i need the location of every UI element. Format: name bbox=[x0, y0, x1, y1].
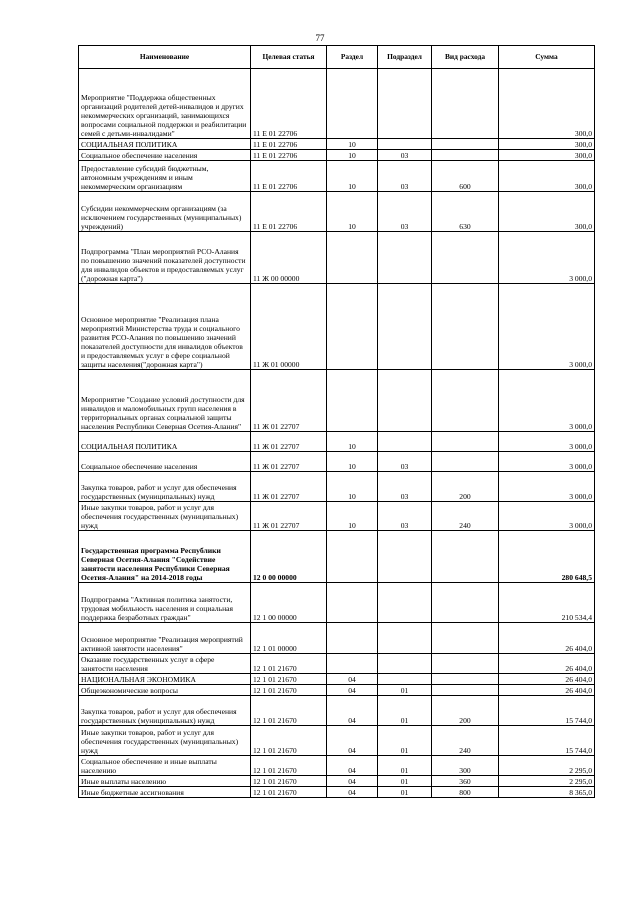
cell-target: 11 Ж 01 22707 bbox=[251, 432, 327, 452]
table-row bbox=[79, 452, 595, 472]
cell-subsection: 01 bbox=[378, 726, 432, 756]
cell-target: 11 Ж 01 22707 bbox=[251, 472, 327, 502]
table-row bbox=[79, 370, 595, 432]
cell-target: 11 Е 01 22706 bbox=[251, 161, 327, 192]
cell-sum: 8 365,0 bbox=[499, 787, 595, 798]
table-row bbox=[79, 787, 595, 798]
cell-expense-type bbox=[432, 150, 499, 161]
cell-name: Иные выплаты населению bbox=[79, 776, 251, 787]
cell-name: Закупка товаров, работ и услуг для обеспечения государственных (муниципальных) нужд bbox=[79, 472, 251, 502]
cell-expense-type: 630 bbox=[432, 192, 499, 232]
page-number: 77 bbox=[315, 33, 325, 43]
cell-subsection bbox=[378, 674, 432, 685]
cell-subsection: 01 bbox=[378, 787, 432, 798]
cell-subsection: 01 bbox=[378, 756, 432, 776]
cell-expense-type bbox=[432, 139, 499, 150]
table-row bbox=[79, 531, 595, 583]
table-row bbox=[79, 756, 595, 776]
cell-expense-type bbox=[432, 232, 499, 284]
cell-section: 04 bbox=[327, 685, 378, 696]
cell-section: 10 bbox=[327, 161, 378, 192]
cell-sum: 3 000,0 bbox=[499, 284, 595, 370]
cell-sum: 3 000,0 bbox=[499, 370, 595, 432]
cell-expense-type bbox=[432, 654, 499, 674]
cell-target: 12 1 01 21670 bbox=[251, 654, 327, 674]
cell-target: 12 1 01 21670 bbox=[251, 726, 327, 756]
cell-sum: 3 000,0 bbox=[499, 472, 595, 502]
cell-name: Мероприятие "Поддержка общественных организаций родителей детей-инвалидов и других некоммерческих организаций, занимающихся вопросами социальной поддержки и реабилитации семей с детьми-инвалидами" bbox=[79, 69, 251, 139]
cell-section: 04 bbox=[327, 674, 378, 685]
cell-section bbox=[327, 370, 378, 432]
cell-name: Основное мероприятие "Реализация плана мероприятий Министерства труда и социального развития РСО-Алания по повышению значений показателей доступности для инвалидов объектов и предоставляемых услуг в сфере социальной защиты населения("дорожная карта") bbox=[79, 284, 251, 370]
cell-subsection: 01 bbox=[378, 776, 432, 787]
cell-subsection bbox=[378, 69, 432, 139]
cell-expense-type: 800 bbox=[432, 787, 499, 798]
cell-name: Иные закупки товаров, работ и услуг для обеспечения государственных (муниципальных) нужд bbox=[79, 726, 251, 756]
cell-section bbox=[327, 531, 378, 583]
cell-subsection bbox=[378, 654, 432, 674]
cell-target: 11 Е 01 22706 bbox=[251, 139, 327, 150]
header-section: Раздел bbox=[327, 46, 378, 69]
cell-sum: 300,0 bbox=[499, 161, 595, 192]
cell-subsection bbox=[378, 232, 432, 284]
cell-sum: 15 744,0 bbox=[499, 726, 595, 756]
cell-subsection: 03 bbox=[378, 192, 432, 232]
cell-target: 11 Е 01 22706 bbox=[251, 69, 327, 139]
cell-expense-type bbox=[432, 674, 499, 685]
cell-target: 12 1 01 21670 bbox=[251, 674, 327, 685]
cell-name: Социальное обеспечение и иные выплаты населению bbox=[79, 756, 251, 776]
cell-sum: 3 000,0 bbox=[499, 452, 595, 472]
table-row bbox=[79, 232, 595, 284]
cell-subsection bbox=[378, 583, 432, 623]
cell-sum: 300,0 bbox=[499, 139, 595, 150]
cell-target: 12 0 00 00000 bbox=[251, 531, 327, 583]
cell-section: 10 bbox=[327, 150, 378, 161]
header-sum: Сумма bbox=[499, 46, 595, 69]
cell-subsection bbox=[378, 623, 432, 654]
cell-section: 10 bbox=[327, 192, 378, 232]
cell-name: Мероприятие "Создание условий доступности для инвалидов и маломобильных групп населения в территориальных органах социальной защиты населения Республики Северная Осетия-Алания" bbox=[79, 370, 251, 432]
cell-subsection: 01 bbox=[378, 696, 432, 726]
cell-expense-type bbox=[432, 432, 499, 452]
table-row bbox=[79, 696, 595, 726]
cell-sum: 210 534,4 bbox=[499, 583, 595, 623]
cell-subsection: 03 bbox=[378, 472, 432, 502]
cell-section: 04 bbox=[327, 787, 378, 798]
cell-sum: 300,0 bbox=[499, 69, 595, 139]
cell-sum: 3 000,0 bbox=[499, 502, 595, 531]
cell-expense-type bbox=[432, 531, 499, 583]
cell-sum: 3 000,0 bbox=[499, 232, 595, 284]
table-row bbox=[79, 623, 595, 654]
header-name: Наименование bbox=[79, 46, 251, 69]
cell-sum: 300,0 bbox=[499, 150, 595, 161]
table-row bbox=[79, 726, 595, 756]
table-row bbox=[79, 472, 595, 502]
cell-name: Оказание государственных услуг в сфере занятости населения bbox=[79, 654, 251, 674]
cell-subsection bbox=[378, 370, 432, 432]
cell-target: 12 1 01 21670 bbox=[251, 696, 327, 726]
cell-target: 12 1 00 00000 bbox=[251, 583, 327, 623]
cell-expense-type bbox=[432, 370, 499, 432]
cell-section: 10 bbox=[327, 452, 378, 472]
table-row bbox=[79, 284, 595, 370]
cell-target: 12 1 01 21670 bbox=[251, 776, 327, 787]
table-row bbox=[79, 139, 595, 150]
cell-expense-type bbox=[432, 69, 499, 139]
table-row bbox=[79, 432, 595, 452]
cell-name: Иные бюджетные ассигнования bbox=[79, 787, 251, 798]
cell-expense-type: 240 bbox=[432, 502, 499, 531]
cell-name: НАЦИОНАЛЬНАЯ ЭКОНОМИКА bbox=[79, 674, 251, 685]
cell-target: 11 Е 01 22706 bbox=[251, 150, 327, 161]
cell-section bbox=[327, 284, 378, 370]
cell-name: Подпрограмма "План мероприятий РСО-Алания по повышению значений показателей доступности для инвалидов объектов и предоставляемых услуг ("дорожная карта") bbox=[79, 232, 251, 284]
cell-target: 12 1 01 21670 bbox=[251, 685, 327, 696]
cell-sum: 26 404,0 bbox=[499, 654, 595, 674]
cell-target: 12 1 01 21670 bbox=[251, 756, 327, 776]
cell-subsection: 03 bbox=[378, 150, 432, 161]
cell-section: 10 bbox=[327, 502, 378, 531]
cell-section: 04 bbox=[327, 756, 378, 776]
cell-section bbox=[327, 69, 378, 139]
cell-sum: 26 404,0 bbox=[499, 674, 595, 685]
table-row bbox=[79, 502, 595, 531]
cell-section: 10 bbox=[327, 432, 378, 452]
cell-section: 04 bbox=[327, 776, 378, 787]
cell-expense-type: 200 bbox=[432, 472, 499, 502]
cell-subsection: 03 bbox=[378, 502, 432, 531]
cell-section: 04 bbox=[327, 726, 378, 756]
cell-expense-type: 200 bbox=[432, 696, 499, 726]
cell-name: Подпрограмма "Активная политика занятости, трудовая мобильность населения и социальная поддержка безработных граждан" bbox=[79, 583, 251, 623]
table-row bbox=[79, 776, 595, 787]
cell-target: 11 Ж 01 00000 bbox=[251, 284, 327, 370]
cell-section bbox=[327, 654, 378, 674]
cell-sum: 2 295,0 bbox=[499, 756, 595, 776]
cell-expense-type bbox=[432, 583, 499, 623]
cell-name: СОЦИАЛЬНАЯ ПОЛИТИКА bbox=[79, 139, 251, 150]
cell-section bbox=[327, 623, 378, 654]
cell-name: Основное мероприятие "Реализация мероприятий активной занятости населения" bbox=[79, 623, 251, 654]
cell-target: 11 Ж 00 00000 bbox=[251, 232, 327, 284]
cell-sum: 280 648,5 bbox=[499, 531, 595, 583]
cell-sum: 2 295,0 bbox=[499, 776, 595, 787]
table-row bbox=[79, 192, 595, 232]
cell-target: 12 1 01 00000 bbox=[251, 623, 327, 654]
cell-subsection: 03 bbox=[378, 452, 432, 472]
table-row bbox=[79, 150, 595, 161]
cell-name: Государственная программа Республики Северная Осетия-Алания "Содействие занятости населения Республики Северная Осетия-Алания" на 2014-2018 годы bbox=[79, 531, 251, 583]
cell-sum: 3 000,0 bbox=[499, 432, 595, 452]
table-row bbox=[79, 654, 595, 674]
cell-target: 11 Ж 01 22707 bbox=[251, 502, 327, 531]
header-subsection: Подраздел bbox=[378, 46, 432, 69]
cell-name: Социальное обеспечение населения bbox=[79, 150, 251, 161]
cell-name: Предоставление субсидий бюджетным, автономным учреждениям и иным некоммерческим организациям bbox=[79, 161, 251, 192]
budget-table bbox=[78, 45, 595, 798]
table-row bbox=[79, 583, 595, 623]
cell-target: 11 Ж 01 22707 bbox=[251, 452, 327, 472]
cell-expense-type: 300 bbox=[432, 756, 499, 776]
cell-subsection: 03 bbox=[378, 161, 432, 192]
cell-expense-type bbox=[432, 284, 499, 370]
cell-section: 04 bbox=[327, 696, 378, 726]
cell-target: 11 Ж 01 22707 bbox=[251, 370, 327, 432]
cell-target: 11 Е 01 22706 bbox=[251, 192, 327, 232]
cell-subsection: 01 bbox=[378, 685, 432, 696]
cell-subsection bbox=[378, 284, 432, 370]
cell-subsection bbox=[378, 531, 432, 583]
cell-sum: 300,0 bbox=[499, 192, 595, 232]
cell-name: Общеэкономические вопросы bbox=[79, 685, 251, 696]
cell-name: Закупка товаров, работ и услуг для обеспечения государственных (муниципальных) нужд bbox=[79, 696, 251, 726]
cell-name: Иные закупки товаров, работ и услуг для обеспечения государственных (муниципальных) нужд bbox=[79, 502, 251, 531]
cell-expense-type bbox=[432, 685, 499, 696]
cell-sum: 15 744,0 bbox=[499, 696, 595, 726]
cell-expense-type: 240 bbox=[432, 726, 499, 756]
cell-target: 12 1 01 21670 bbox=[251, 787, 327, 798]
cell-subsection bbox=[378, 139, 432, 150]
cell-section: 10 bbox=[327, 472, 378, 502]
cell-section bbox=[327, 583, 378, 623]
cell-subsection bbox=[378, 432, 432, 452]
cell-expense-type bbox=[432, 623, 499, 654]
cell-expense-type bbox=[432, 452, 499, 472]
cell-name: СОЦИАЛЬНАЯ ПОЛИТИКА bbox=[79, 432, 251, 452]
cell-name: Социальное обеспечение населения bbox=[79, 452, 251, 472]
table-row bbox=[79, 69, 595, 139]
header-expense-type: Вид расхода bbox=[432, 46, 499, 69]
cell-expense-type: 360 bbox=[432, 776, 499, 787]
table-row bbox=[79, 161, 595, 192]
table-row bbox=[79, 685, 595, 696]
cell-sum: 26 404,0 bbox=[499, 685, 595, 696]
table-row bbox=[79, 674, 595, 685]
cell-name: Субсидии некоммерческим организациям (за исключением государственных (муниципальных) учреждений) bbox=[79, 192, 251, 232]
table-header-row bbox=[79, 46, 595, 69]
cell-sum: 26 404,0 bbox=[499, 623, 595, 654]
cell-section bbox=[327, 232, 378, 284]
header-target: Целевая статья bbox=[251, 46, 327, 69]
cell-section: 10 bbox=[327, 139, 378, 150]
cell-expense-type: 600 bbox=[432, 161, 499, 192]
